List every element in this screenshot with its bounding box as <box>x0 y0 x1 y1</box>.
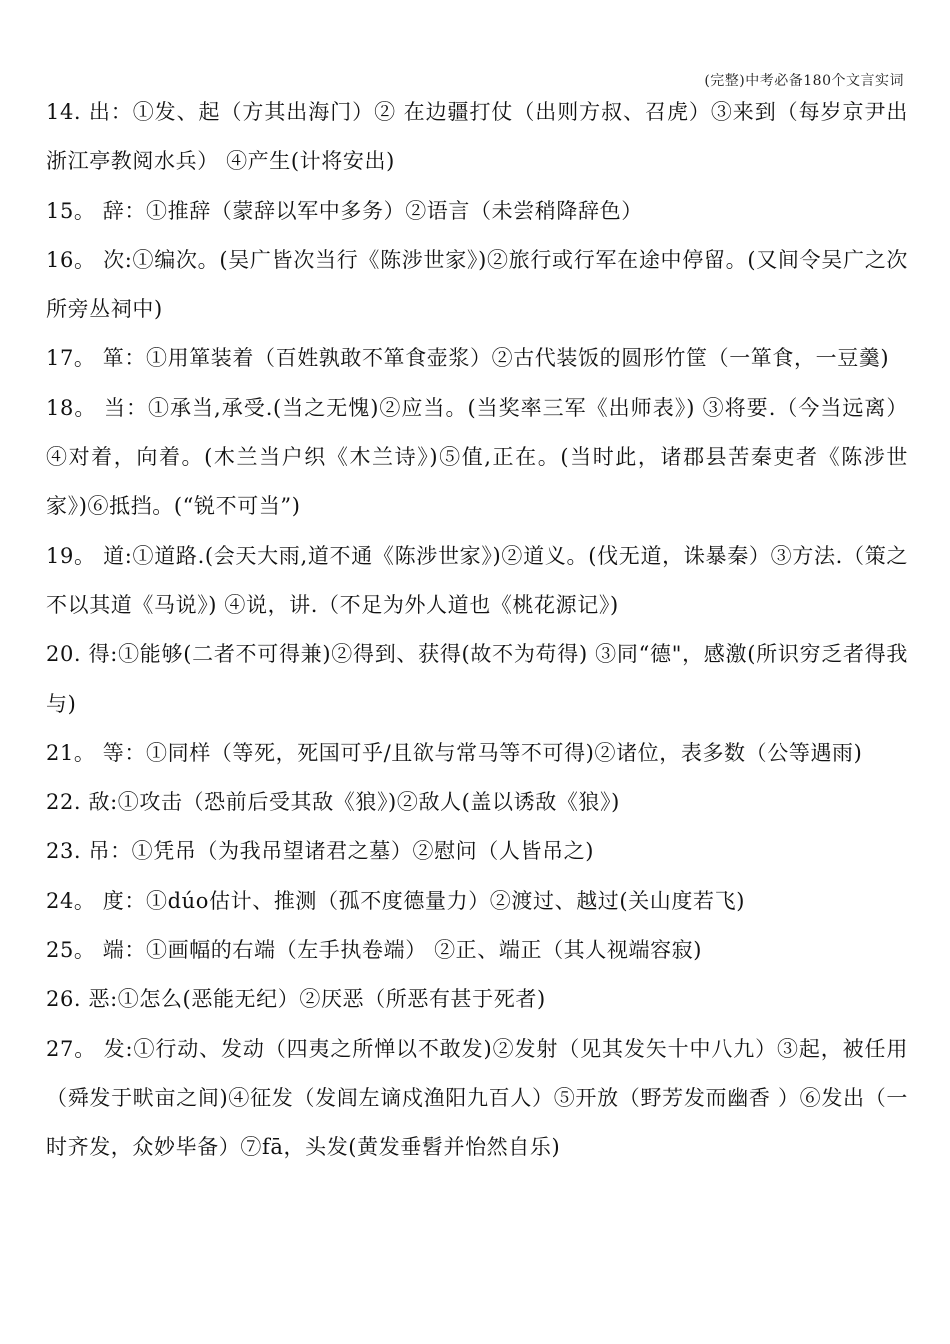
entry-26: 26. 恶:①怎么(恶能无纪）②厌恶（所恶有甚于死者) <box>46 987 546 1012</box>
entry-24: 24。 度：①dúo估计、推测（孤不度德量力）②渡过、越过(关山度若飞) <box>46 888 745 913</box>
entry-25: 25。 端：①画幅的右端（左手执卷端） ②正、端正（其人视端容寂) <box>46 938 703 963</box>
entry-14: 14. 出：①发、起（方其出海门）② 在边疆打仗（出则方叔、召虎）③来到（每岁京尹出浙江亭教阅水兵） ④产生(计将安出) <box>46 100 908 174</box>
entry-20: 20. 得:①能够(二者不可得兼)②得到、获得(故不为苟得) ③同“德"，感激(所识穷乏者得我与) <box>46 642 908 716</box>
entry-21: 21。 等：①同样（等死，死国可乎/且欲与常马等不可得)②诸位，表多数（公等遇雨) <box>46 740 863 765</box>
entry-17: 17。 箪：①用箪装着（百姓孰敢不箪食壶浆）②古代装饭的圆形竹筐（一箪食，一豆羹) <box>46 346 890 371</box>
entry-18: 18。 当：①承当,承受.(当之无愧)②应当。(当奖率三军《出师表》) ③将要.（今当远离）④对着，向着。(木兰当户织《木兰诗》)⑤值,正在。(当时此，诸郡县苦秦吏者《陈涉世家》)⑥抵挡。(“锐不可当”) <box>46 395 908 519</box>
entry-22: 22. 敌:①攻击（恐前后受其敌《狼》)②敌人(盖以诱敌《狼》) <box>46 790 620 815</box>
entry-19: 19。 道:①道路.(会天大雨,道不通《陈涉世家》)②道义。(伐无道，诛暴秦）③方法.（策之不以其道《马说》) ④说，讲.（不足为外人道也《桃花源记》) <box>46 543 908 617</box>
entry-23: 23. 吊：①凭吊（为我吊望诸君之墓）②慰问（人皆吊之) <box>46 839 595 864</box>
entry-15: 15。 辞：①推辞（蒙辞以军中多务）②语言（未尝稍降辞色） <box>46 198 643 223</box>
entry-16: 16。 次:①编次。(吴广皆次当行《陈涉世家》)②旅行或行军在途中停留。(又间令吴广之次所旁丛祠中) <box>46 247 908 322</box>
document-body <box>46 88 908 1173</box>
entry-27: 27。 发:①行动、发动（四夷之所惮以不敢发)②发射（见其发矢十中八九）③起，被任用（舜发于畎亩之间)④征发（发闾左谪戍渔阳九百人）⑤开放（野芳发而幽香 ）⑥发出（一时齐发，众妙毕备）⑦fā，头发(黄发垂髫并怡然自乐) <box>46 1036 908 1160</box>
page-header-title: (完整)中考必备180个文言实词 <box>704 73 904 89</box>
